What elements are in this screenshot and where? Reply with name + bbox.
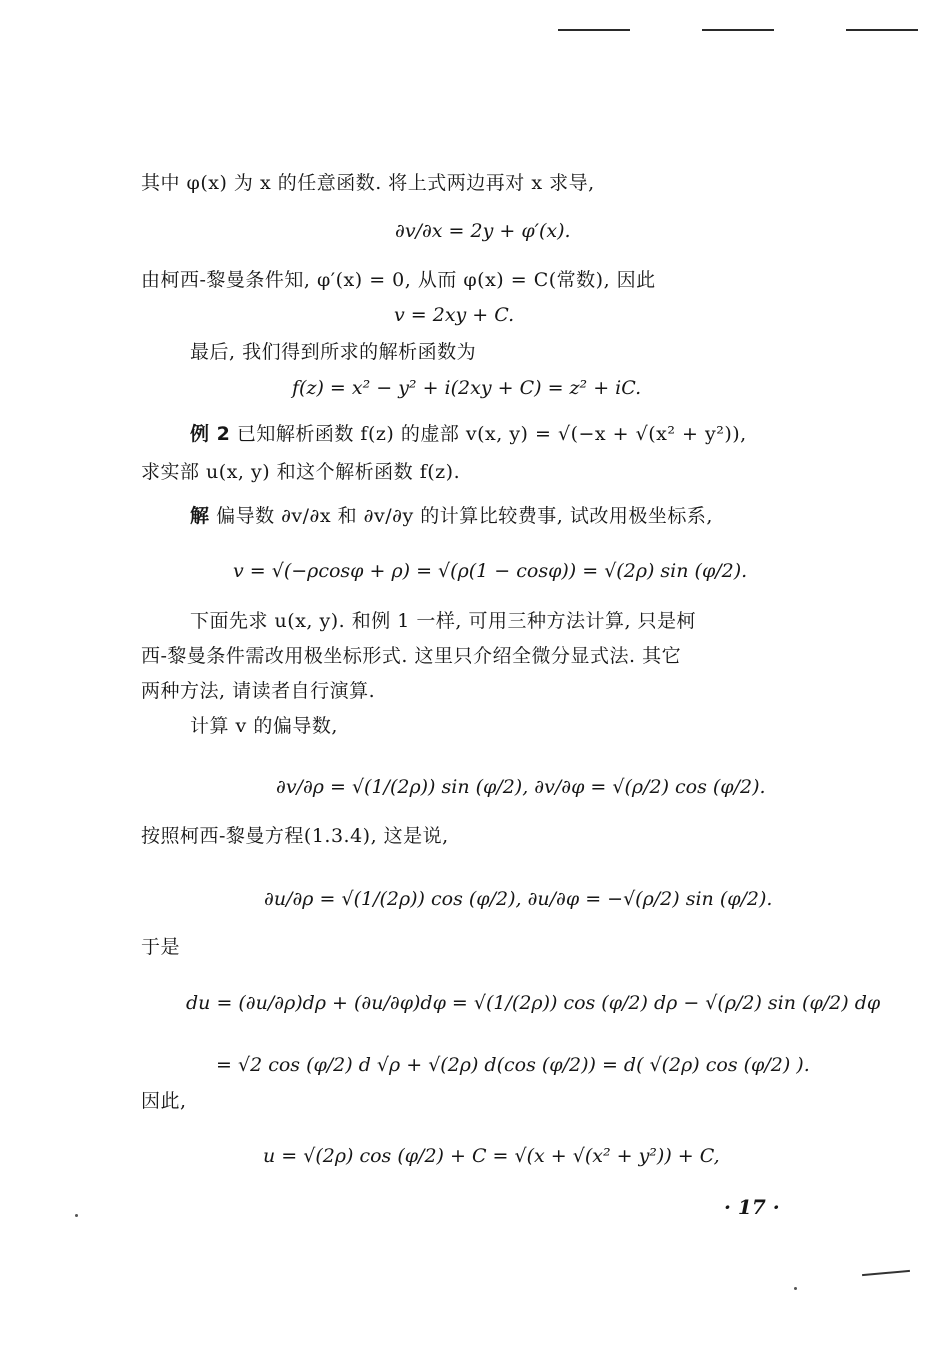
page-number: · 17 ·	[724, 1195, 780, 1219]
equation-5: ∂v/∂ρ = √(1/(2ρ)) sin (φ/2), ∂v/∂φ = √(ρ/2) cos (φ/2).	[276, 776, 766, 798]
equation-3: f(z) = x² − y² + i(2xy + C) = z² + iC.	[292, 377, 642, 399]
text-line-12: 于是	[141, 936, 181, 958]
solution-label: 解	[190, 505, 210, 527]
header-rule-2	[702, 29, 774, 31]
equation-4: v = √(−ρcosφ + ρ) = √(ρ(1 − cosφ)) = √(2ρ) sin (φ/2).	[233, 560, 748, 582]
solution-text: 偏导数 ∂v/∂x 和 ∂v/∂y 的计算比较费事, 试改用极坐标系,	[216, 505, 713, 527]
text-line-1: 其中 φ(x) 为 x 的任意函数. 将上式两边再对 x 求导,	[141, 172, 595, 194]
header-rule-3	[846, 29, 918, 31]
text-line-3: 最后, 我们得到所求的解析函数为	[190, 341, 477, 363]
solution-line	[190, 503, 713, 529]
equation-9: u = √(2ρ) cos (φ/2) + C = √(x + √(x² + y²)) + C,	[263, 1145, 720, 1167]
equation-1: ∂v/∂x = 2y + φ′(x).	[395, 220, 571, 242]
equation-6: ∂u/∂ρ = √(1/(2ρ)) cos (φ/2), ∂u/∂φ = −√(ρ/2) sin (φ/2).	[264, 888, 773, 910]
scan-speck-2	[794, 1287, 797, 1290]
text-line-8: 西-黎曼条件需改用极坐标形式. 这里只介绍全微分显式法. 其它	[141, 645, 682, 667]
header-rule-1	[558, 29, 630, 31]
text-line-9: 两种方法, 请读者自行演算.	[141, 680, 376, 702]
text-line-11: 按照柯西-黎曼方程(1.3.4), 这是说,	[141, 825, 449, 847]
equation-7: du = (∂u/∂ρ)dρ + (∂u/∂φ)dφ = √(1/(2ρ)) cos (φ/2) dρ − √(ρ/2) sin (φ/2) dφ	[186, 992, 881, 1014]
text-line-2: 由柯西-黎曼条件知, φ′(x) = 0, 从而 φ(x) = C(常数), 因此	[141, 269, 656, 291]
text-line-7: 下面先求 u(x, y). 和例 1 一样, 可用三种方法计算, 只是柯	[190, 610, 697, 632]
example-text: 已知解析函数 f(z) 的虚部 v(x, y) = √(−x + √(x² + y²)),	[236, 423, 747, 445]
text-line-5: 求实部 u(x, y) 和这个解析函数 f(z).	[141, 461, 461, 483]
text-line-13: 因此,	[141, 1090, 187, 1112]
text-line-10: 计算 v 的偏导数,	[190, 715, 338, 737]
equation-2: v = 2xy + C.	[394, 304, 515, 326]
equation-8: = √2 cos (φ/2) d √ρ + √(2ρ) d(cos (φ/2)) = d( √(2ρ) cos (φ/2) ).	[216, 1054, 810, 1076]
example-label: 例 2	[190, 423, 231, 445]
example-2-line	[190, 421, 747, 447]
scan-mark	[862, 1270, 910, 1276]
scan-speck-1	[75, 1214, 78, 1217]
